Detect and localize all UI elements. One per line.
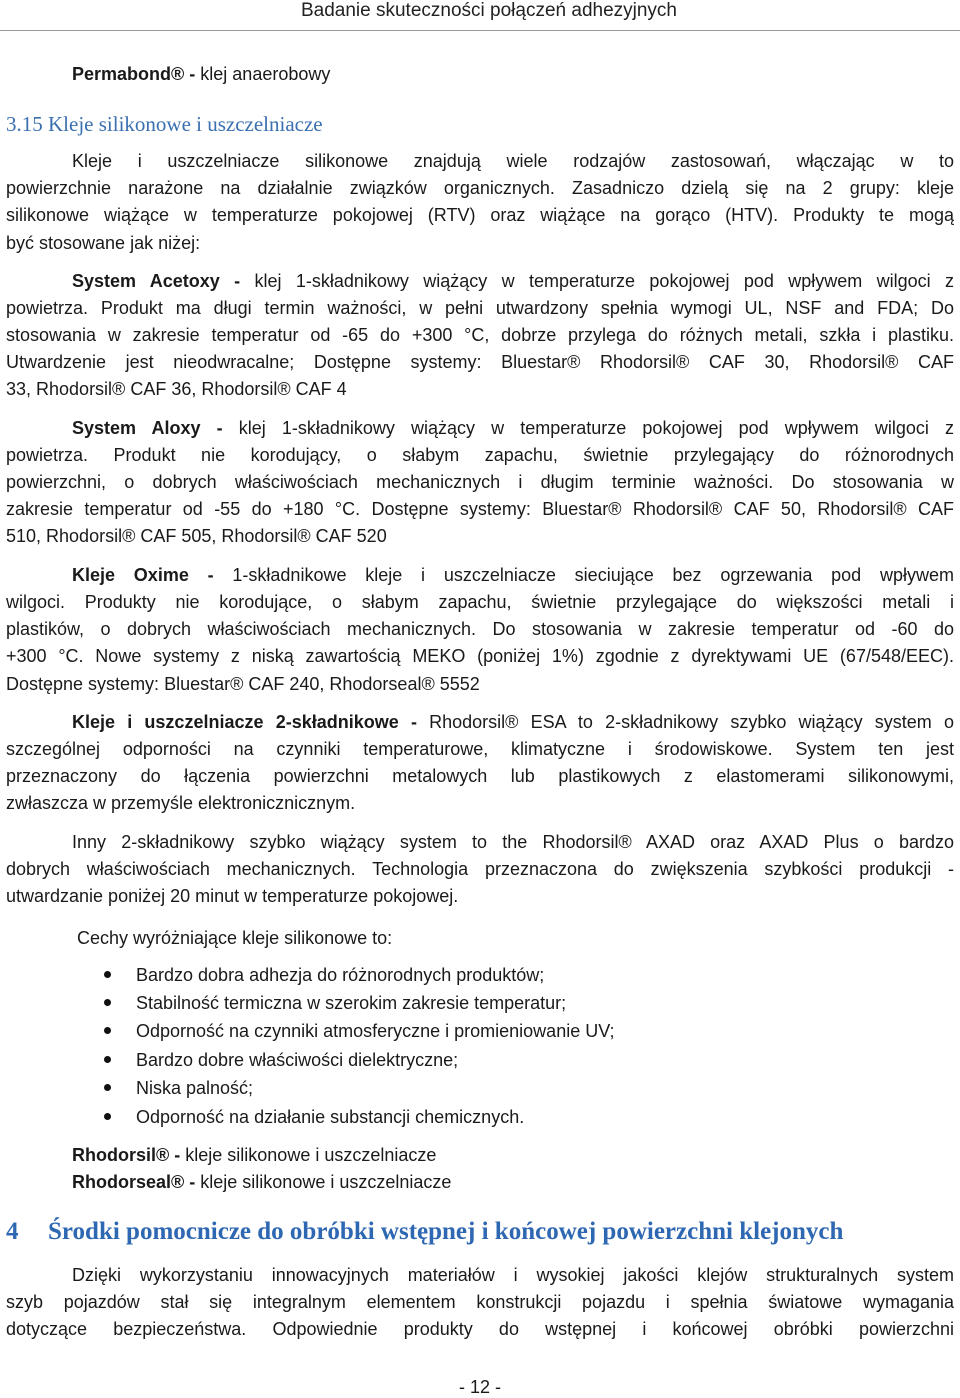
- header-divider: [0, 30, 960, 31]
- feature-text: Niska palność;: [136, 1078, 254, 1098]
- brand-rhodorseal: [72, 1171, 451, 1193]
- feature-item: [104, 1077, 253, 1099]
- two-component-text-1: Rhodorsil® ESA to 2-składnikowy szybko wiążący system o: [416, 712, 954, 732]
- section-heading: 3.15 Kleje silikonowe i uszczelniacze: [6, 112, 323, 136]
- intro-line-2: powierzchnie narażone na działalnie związków organicznych. Zasadniczo dzielą się na 2 grupy: kleje: [6, 178, 954, 198]
- aloxy-line-1: [72, 417, 954, 439]
- intro-line-3: silikonowe wiążące w temperaturze pokojowej (RTV) oraz wiążące na gorąco (HTV). Produkty te mogą: [6, 205, 954, 225]
- bullet-icon: [104, 999, 111, 1006]
- chapter-number: 4: [6, 1218, 19, 1245]
- aloxy-line-2: powietrza. Produkt nie korodujący, o słabym zapachu, świetnie przylegający do różnorodnych: [6, 445, 954, 465]
- oxime-text-1: 1-składnikowe kleje i uszczelniacze sieciujące bez ogrzewania pod wpływem: [213, 565, 954, 585]
- permabond-text: klej anaerobowy: [195, 64, 331, 84]
- acetoxy-label: System Acetoxy -: [72, 271, 241, 291]
- feature-text: Bardzo dobra adhezja do różnorodnych produktów;: [136, 965, 545, 985]
- aloxy-line-3: powierzchni, o dobrych właściwościach mechanicznych i długim terminie ważności. Do stosowania w: [6, 472, 954, 492]
- brand-label: Rhodorseal® -: [72, 1172, 196, 1192]
- permabond-label: Permabond® -: [72, 64, 196, 84]
- other-line-3: utwardzanie poniżej 20 minut w temperaturze pokojowej.: [6, 886, 459, 906]
- aloxy-line-5: 510, Rhodorsil® CAF 505, Rhodorsil® CAF 520: [6, 526, 387, 546]
- features-heading: Cechy wyróżniające kleje silikonowe to:: [77, 928, 393, 948]
- feature-text: Odporność na czynniki atmosferyczne i promieniowanie UV;: [136, 1021, 615, 1041]
- page-number: - 12 -: [458, 1377, 501, 1397]
- brand-text: kleje silikonowe i uszczelniacze: [180, 1145, 437, 1165]
- bullet-icon: [104, 1084, 111, 1091]
- other-line-2: dobrych właściwościach mechanicznych. Technologia przeznaczona do zwiększenia szybkości produkcji -: [6, 859, 954, 879]
- acetoxy-line-4: Utwardzenie jest nieodwracalne; Dostępne systemy: Bluestar® Rhodorsil® CAF 30, Rhodorsil® CAF: [6, 352, 954, 372]
- aloxy-line-4: zakresie temperatur od -55 do +180 °C. Dostępne systemy: Bluestar® Rhodorsil® CAF 50, Rhodorsil® CAF: [6, 499, 954, 519]
- chapter-line-2: szyb pojazdów stał się integralnym elementem konstrukcji pojazdu i spełnia światowe wymagania: [6, 1292, 954, 1312]
- two-component-line-3: przeznaczony do łączenia powierzchni metalowych lub plastikowych z elastomerami silikonowymi,: [6, 766, 954, 786]
- acetoxy-line-3: stosowania w zakresie temperatur od -65 do +300 °C, dobrze przylega do różnych metali, szkła i plastiku.: [6, 325, 954, 345]
- intro-line-1: Kleje i uszczelniacze silikonowe znajdują wiele rodzajów zastosowań, włączając w to: [72, 151, 954, 171]
- two-component-line-4: zwłaszcza w przemyśle elektronicznicznym.: [6, 793, 356, 813]
- brand-rhodorsil: [72, 1144, 436, 1166]
- other-line-1: Inny 2-składnikowy szybko wiążący system to the Rhodorsil® AXAD oraz AXAD Plus o bardzo: [72, 832, 954, 852]
- aloxy-label: System Aloxy -: [72, 418, 223, 438]
- feature-item: [104, 1049, 458, 1071]
- chapter-title: Środki pomocnicze do obróbki wstępnej i końcowej powierzchni klejonych: [48, 1218, 844, 1245]
- oxime-line-5: Dostępne systemy: Bluestar® CAF 240, Rhodorseal® 5552: [6, 674, 480, 694]
- bullet-icon: [104, 971, 111, 978]
- two-component-line-2: szczególnej odporności na czynniki temperaturowe, klimatyczne i środowiskowe. System ten jest: [6, 739, 954, 759]
- brand-text: kleje silikonowe i uszczelniacze: [195, 1172, 452, 1192]
- feature-item: [104, 964, 544, 986]
- two-component-line-1: [72, 711, 954, 733]
- feature-item: [104, 992, 566, 1014]
- feature-item: [104, 1020, 615, 1042]
- oxime-line-4: +300 °C. Nowe systemy z niską zawartością MEKO (poniżej 1%) zgodnie z dyrektywami UE (67/548/EEC).: [6, 646, 954, 666]
- bullet-icon: [104, 1113, 111, 1120]
- intro-line-4: być stosowane jak niżej:: [6, 233, 201, 253]
- oxime-line-1: [72, 564, 954, 586]
- chapter-line-3: dotyczące bezpieczeństwa. Odpowiednie produkty do wstępnej i końcowej obróbki powierzchni: [6, 1319, 954, 1339]
- oxime-label: Kleje Oxime -: [72, 565, 214, 585]
- acetoxy-text-1: klej 1-składnikowy wiążący w temperaturze pokojowej pod wpływem wilgoci z: [240, 271, 954, 291]
- feature-text: Stabilność termiczna w szerokim zakresie temperatur;: [136, 993, 567, 1013]
- acetoxy-line-2: powietrza. Produkt ma długi termin ważności, w pełni utwardzony spełnia wymogi UL, NSF and FDA; Do: [6, 298, 954, 318]
- acetoxy-line-1: [72, 270, 954, 292]
- aloxy-text-1: klej 1-składnikowy wiążący w temperaturze pokojowej pod wpływem wilgoci z: [222, 418, 954, 438]
- acetoxy-line-5: 33, Rhodorsil® CAF 36, Rhodorsil® CAF 4: [6, 379, 347, 399]
- chapter-heading: [6, 1218, 843, 1246]
- two-component-label: Kleje i uszczelniacze 2-składnikowe -: [72, 712, 417, 732]
- bullet-icon: [104, 1056, 111, 1063]
- bullet-icon: [104, 1027, 111, 1034]
- feature-text: Odporność na działanie substancji chemicznych.: [136, 1107, 525, 1127]
- brand-label: Rhodorsil® -: [72, 1145, 181, 1165]
- feature-text: Bardzo dobre właściwości dielektryczne;: [136, 1050, 459, 1070]
- running-header: Badanie skuteczności połączeń adhezyjnych: [300, 0, 677, 21]
- feature-item: [104, 1106, 524, 1128]
- oxime-line-3: plastików, o dobrych właściwościach mechanicznych. Do stosowania w zakresie temperatur od -60 do: [6, 619, 954, 639]
- chapter-line-1: Dzięki wykorzystaniu innowacyjnych materiałów i wysokiej jakości klejów strukturalnych system: [72, 1265, 954, 1285]
- permabond-line: [72, 63, 330, 85]
- oxime-line-2: wilgoci. Produkty nie korodujące, o słabym zapachu, świetnie przylegające do większości metali i: [6, 592, 954, 612]
